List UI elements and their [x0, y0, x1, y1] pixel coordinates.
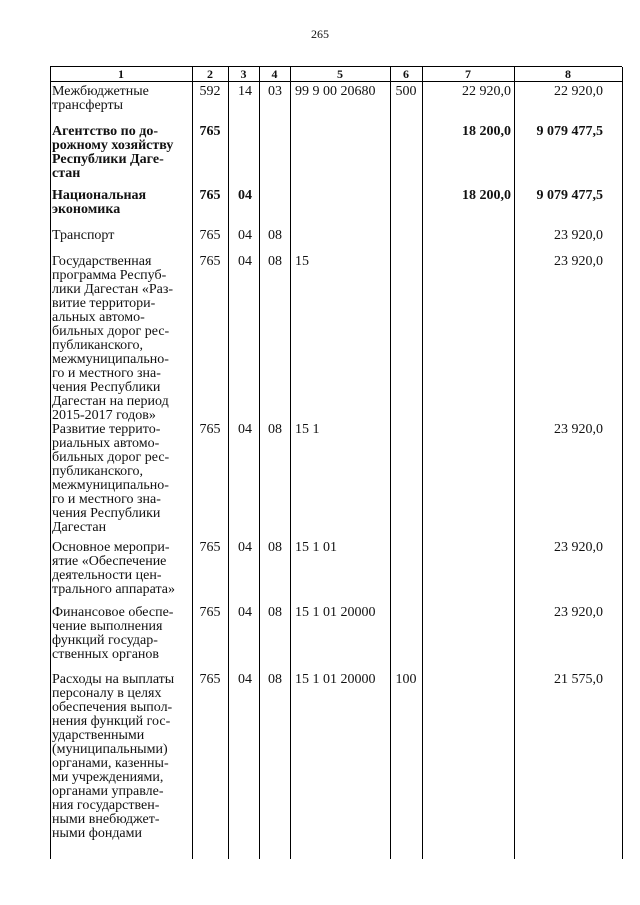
row-name: Транспорт: [52, 228, 115, 243]
column-header: 5: [337, 67, 343, 81]
cell-subsection: 08: [268, 254, 282, 269]
page-number: 265: [311, 27, 329, 41]
cell-section: 04: [238, 188, 252, 203]
cell-ministry: 592: [199, 84, 221, 99]
cell-amount-8: 23 920,0: [554, 540, 603, 555]
cell-ministry: 765: [199, 605, 221, 620]
cell-ministry: 765: [199, 228, 221, 243]
column-header: 7: [465, 67, 471, 81]
cell-ministry: 765: [199, 540, 221, 555]
column-divider: [259, 67, 260, 859]
column-divider: [228, 67, 229, 859]
column-divider: [422, 67, 423, 859]
cell-amount-8: 9 079 477,5: [536, 124, 603, 139]
column-header: 6: [403, 67, 409, 81]
row-name: Финансовое обеспе- чение выполнения функций государ- ственных органов: [52, 605, 174, 662]
cell-amount-8: 23 920,0: [554, 422, 603, 437]
cell-subsection: 08: [268, 605, 282, 620]
cell-section: 04: [238, 254, 252, 269]
header-divider: [50, 81, 622, 82]
cell-amount-8: 23 920,0: [554, 605, 603, 620]
cell-subsection: 08: [268, 672, 282, 687]
row-name: Основное меропри- ятие «Обеспечение деятельности цен- трального аппарата»: [52, 540, 175, 597]
cell-expense-type: 500: [395, 84, 417, 99]
row-name: Национальная экономика: [52, 188, 147, 217]
cell-subsection: 08: [268, 228, 282, 243]
cell-amount-8: 23 920,0: [554, 228, 603, 243]
cell-target: 15 1: [295, 422, 320, 437]
column-divider: [192, 67, 193, 859]
cell-amount-7: 18 200,0: [462, 188, 511, 203]
cell-section: 14: [238, 84, 252, 99]
row-name: Государственная программа Респуб- лики Дагестан «Раз- витие территори- альных автомо- бильных дорог рес- публиканского, межмуниципально- го и местного зна- чения Республики Дагестан на период 2015-2017 годов»: [52, 254, 174, 423]
cell-section: 04: [238, 540, 252, 555]
cell-ministry: 765: [199, 124, 221, 139]
row-name: Межбюджетные трансферты: [52, 84, 149, 113]
column-divider: [390, 67, 391, 859]
row-name: Расходы на выплаты персоналу в целях обеспечения выпол- нения функций гос- ударственными (муниципальными) органами, казенны- ми учреждениями, органами управле- ния государствен- ными внебюджет- ными фондами: [52, 672, 175, 841]
cell-ministry: 765: [199, 422, 221, 437]
column-header: 8: [565, 67, 571, 81]
table-border-right: [622, 67, 623, 859]
row-name: Агентство по до- рожному хозяйству Республики Даге- стан: [52, 124, 174, 181]
table-border-left: [50, 67, 51, 859]
cell-section: 04: [238, 672, 252, 687]
cell-amount-7: 18 200,0: [462, 124, 511, 139]
cell-section: 04: [238, 422, 252, 437]
column-divider: [290, 67, 291, 859]
column-header: 2: [207, 67, 213, 81]
cell-target: 15 1 01 20000: [295, 605, 376, 620]
cell-amount-7: 22 920,0: [462, 84, 511, 99]
cell-subsection: 08: [268, 422, 282, 437]
cell-target: 99 9 00 20680: [295, 84, 376, 99]
column-divider: [514, 67, 515, 859]
row-name: Развитие террито- риальных автомо- бильных дорог рес- публиканского, межмуниципально- го и местного зна- чения Республики Дагестан: [52, 422, 170, 535]
budget-table: [50, 66, 622, 859]
cell-section: 04: [238, 228, 252, 243]
cell-subsection: 03: [268, 84, 282, 99]
column-header: 4: [271, 67, 278, 81]
cell-target: 15: [295, 254, 309, 269]
cell-amount-8: 22 920,0: [554, 84, 603, 99]
cell-amount-8: 9 079 477,5: [536, 188, 603, 203]
cell-ministry: 765: [199, 254, 221, 269]
cell-ministry: 765: [199, 188, 221, 203]
column-header: 1: [118, 67, 124, 81]
cell-amount-8: 23 920,0: [554, 254, 603, 269]
cell-target: 15 1 01: [295, 540, 337, 555]
cell-expense-type: 100: [395, 672, 417, 687]
cell-amount-8: 21 575,0: [554, 672, 603, 687]
cell-ministry: 765: [199, 672, 221, 687]
cell-subsection: 08: [268, 540, 282, 555]
cell-section: 04: [238, 605, 252, 620]
cell-target: 15 1 01 20000: [295, 672, 376, 687]
column-header: 3: [240, 67, 247, 81]
